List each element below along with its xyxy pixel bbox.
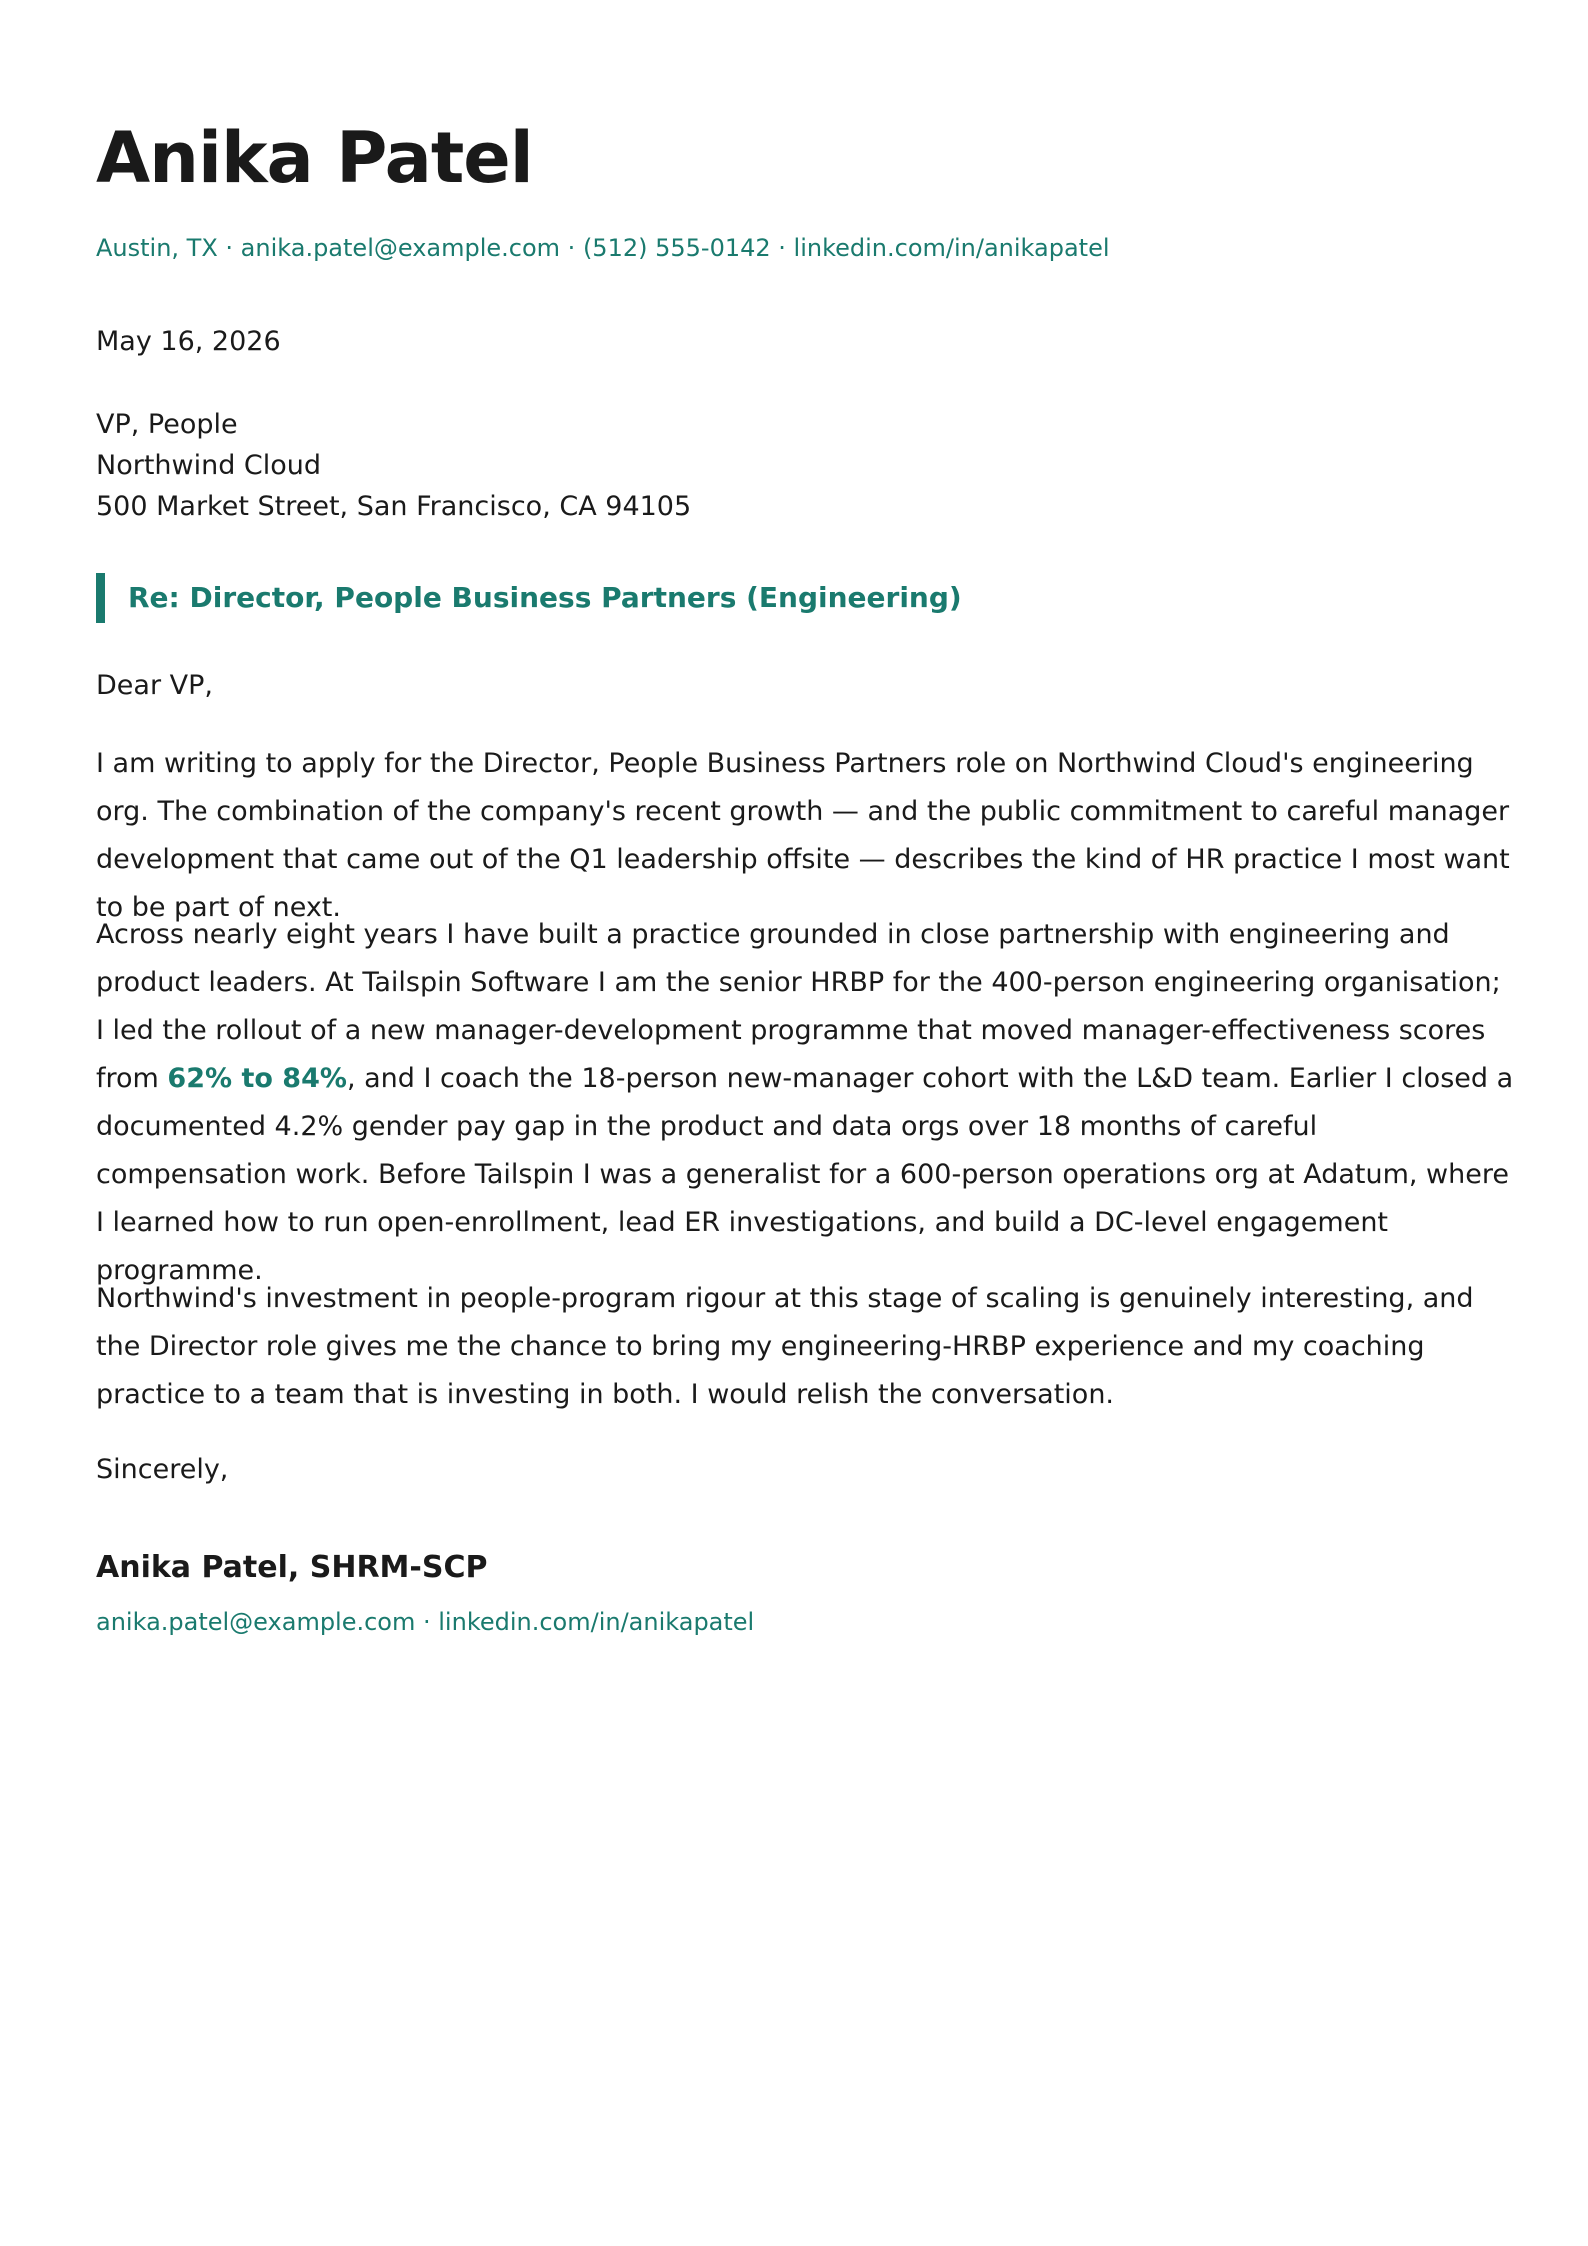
letter-date: May 16, 2026 [96, 326, 281, 357]
body-paragraph-1: I am writing to apply for the Director, People Business Partners role on Northwind Cloud's engineering org. The combination of the company's recent growth — and the public commitment to careful manager development that came out of the Q1 leadership offsite — describes the kind of HR practice I most want to be part of next. [96, 748, 1510, 923]
closing: Sincerely, [96, 1454, 229, 1485]
header-contact-line [96, 232, 1110, 264]
separator: · [217, 234, 241, 262]
separator: · [415, 1608, 439, 1636]
body-paragraph-2 [96, 911, 1516, 1295]
recipient-address: 500 Market Street, San Francisco, CA 94105 [96, 491, 692, 522]
recipient-title: VP, People [96, 409, 238, 440]
applicant-name: Anika Patel [96, 117, 533, 199]
subject-line: Re: Director, People Business Partners (Engineering) [96, 573, 962, 623]
salutation: Dear VP, [96, 670, 213, 701]
paragraph-text: , and I coach the 18-person new-manager cohort with the L&D team. Earlier I closed a documented 4.2% gender pay gap in the product and data orgs over 18 months of careful compensation work. Before Tailspin I was a generalist for a 600-person operations org at Adatum, where I learned how to run open-enrollment, lead ER investigations, and build a DC-level engagement programme. [96, 1063, 1514, 1286]
recipient-company: Northwind Cloud [96, 450, 322, 481]
signature-name: Anika Patel, SHRM-SCP [96, 1550, 488, 1585]
signature-email-link[interactable]: anika.patel@example.com [96, 1608, 416, 1636]
phone-link[interactable]: (512) 555-0142 [582, 234, 771, 262]
body-paragraph-3: Northwind's investment in people-program rigour at this stage of scaling is genuinely interesting, and the Director role gives me the chance to bring my engineering-HRBP experience and my coaching practice to a team that is investing in both. I would relish the conversation. [96, 1283, 1474, 1410]
signature-linkedin-link[interactable]: linkedin.com/in/anikapatel [438, 1608, 755, 1636]
separator: · [770, 234, 794, 262]
separator: · [560, 234, 583, 262]
highlighted-metric: 62% to 84% [167, 1063, 347, 1094]
linkedin-link[interactable]: linkedin.com/in/anikapatel [793, 234, 1110, 262]
location-text: Austin, TX [96, 234, 218, 262]
paragraph-text: Across nearly eight years I have built a practice grounded in close partnership with engineering and product leaders. At Tailspin Software I am the senior HRBP for the 400-person engineering organisation; I led the rollout of a new manager-development programme that moved manager-effectiveness scores from [96, 919, 1501, 1094]
email-link[interactable]: anika.patel@example.com [240, 234, 561, 262]
recipient-block [96, 404, 691, 527]
signature-contact-line [96, 1606, 754, 1638]
